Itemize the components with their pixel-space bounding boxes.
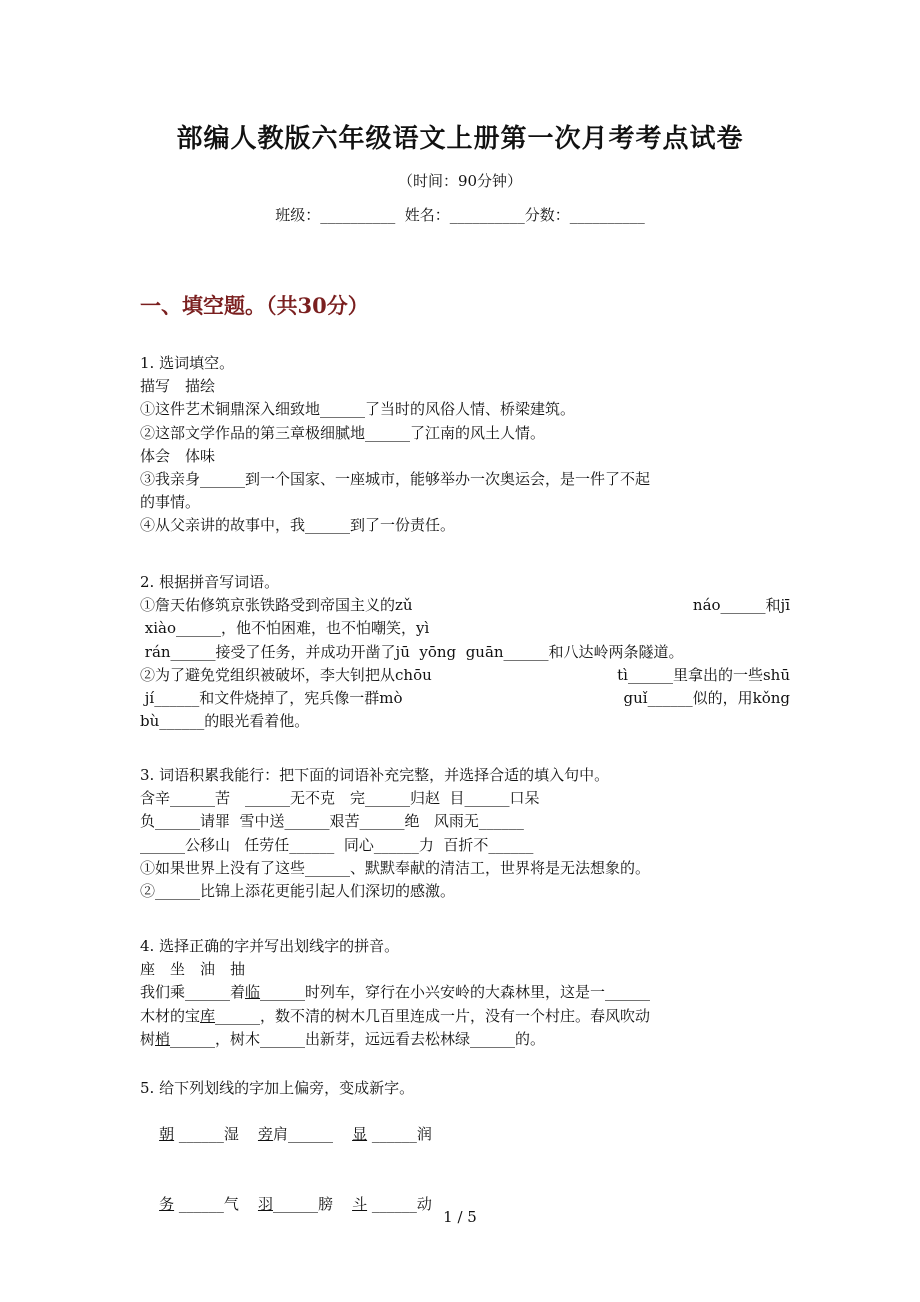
underlined-char: 务 <box>159 1195 175 1214</box>
sentence: 的事情。 <box>140 493 201 512</box>
page-title: 部编人教版六年级语文上册第一次月考考点试卷 <box>176 124 744 154</box>
passage-line: 树梢______，树木______出新芽，远远看去松林绿______的。 <box>140 1029 546 1048</box>
pinyin-line: rán______接受了任务，并成功开凿了jū yōng guān______和八达岭两条隧道。 <box>140 642 684 661</box>
student-info-fields: 班级：__________ 姓名：__________分数：__________ <box>275 206 645 224</box>
radical-row: 朝 ______湿 旁肩______ 显 ______润 <box>159 1125 432 1144</box>
idiom-row: 含辛______苦 ______无不克 完______归赵 目______口呆 <box>140 789 540 808</box>
underlined-char: 斗 <box>352 1195 368 1214</box>
question-4 <box>140 935 790 1051</box>
passage-line: 我们乘______着临______时列车，穿行在小兴安岭的大森林里，这是一______ <box>140 983 651 1002</box>
underlined-char: 临 <box>245 983 261 1002</box>
question-1-heading: 1. 选词填空。 <box>140 354 235 372</box>
pinyin-line <box>140 687 790 710</box>
pinyin-line <box>140 664 790 687</box>
underlined-char: 梢 <box>155 1029 171 1048</box>
idiom-row: 负______请罪 雪中送______艰苦______绝 风雨无______ <box>140 812 524 831</box>
question-3-heading: 3. 词语积累我能行：把下面的词语补充完整，并选择合适的填入句中。 <box>140 766 610 784</box>
question-5-heading: 5. 给下列划线的字加上偏旁，变成新字。 <box>140 1079 415 1097</box>
pinyin-line: xiào______，他不怕困难，也不怕嘲笑，yì <box>140 619 430 638</box>
idiom-row: ______公移山 任劳任______ 同心______力 百折不______ <box>140 835 534 854</box>
pinyin-line-right: náo______和jī <box>692 596 790 615</box>
pinyin-line: bù______的眼光看着他。 <box>140 712 310 731</box>
underlined-char: 朝 <box>159 1125 175 1144</box>
sentence: ①这件艺术铜鼎深入细致地______了当时的风俗人情、桥梁建筑。 <box>140 400 576 419</box>
pinyin-line-left: jí______和文件烧掉了，宪兵像一群mò <box>140 689 403 708</box>
word-choices: 描写 描绘 <box>140 377 216 396</box>
passage-line: 木材的宝库______，数不清的树木几百里连成一片，没有一个村庄。春风吹动 <box>140 1006 651 1025</box>
word-choices: 座 坐 油 抽 <box>140 960 246 979</box>
question-2-heading: 2. 根据拼音写词语。 <box>140 573 280 591</box>
underlined-char: 羽 <box>257 1195 273 1214</box>
sentence: ①如果世界上没有了这些______、默默奉献的清洁工，世界将是无法想象的。 <box>140 858 651 877</box>
word-choices: 体会 体味 <box>140 446 216 465</box>
underlined-char: 显 <box>352 1125 368 1144</box>
sentence: ④从父亲讲的故事中，我______到了一份责任。 <box>140 516 456 535</box>
underlined-char: 库 <box>200 1006 216 1025</box>
section-title-fill-blank: 一、填空题。（共30分） <box>140 293 369 318</box>
question-3 <box>140 764 790 903</box>
underlined-char: 旁 <box>257 1125 273 1144</box>
question-4-heading: 4. 选择正确的字并写出划线字的拼音。 <box>140 937 400 955</box>
radical-row: 务 ______气 羽______膀 斗 ______动 <box>159 1195 432 1214</box>
sentence: ③我亲身______到一个国家、一座城市，能够举办一次奥运会，是一件了不起 <box>140 470 651 489</box>
sentence: ②这部文学作品的第三章极细腻地______了江南的风土人情。 <box>140 423 546 442</box>
question-2 <box>140 571 790 733</box>
sentence: ②______比锦上添花更能引起人们深切的感激。 <box>140 882 456 901</box>
question-1 <box>140 352 790 538</box>
exam-time: （时间：90分钟） <box>397 172 523 190</box>
pinyin-line-left: ②为了避免党组织被破坏，李大钊把从chōu <box>140 665 432 684</box>
pinyin-line-right: guǐ______似的，用kǒng <box>623 689 790 708</box>
pinyin-line-right: tì______里拿出的一些shū <box>617 665 790 684</box>
pinyin-line-left: ①詹天佑修筑京张铁路受到帝国主义的zǔ <box>140 596 413 615</box>
pinyin-line <box>140 594 790 617</box>
page-number: 1 / 5 <box>443 1208 477 1226</box>
